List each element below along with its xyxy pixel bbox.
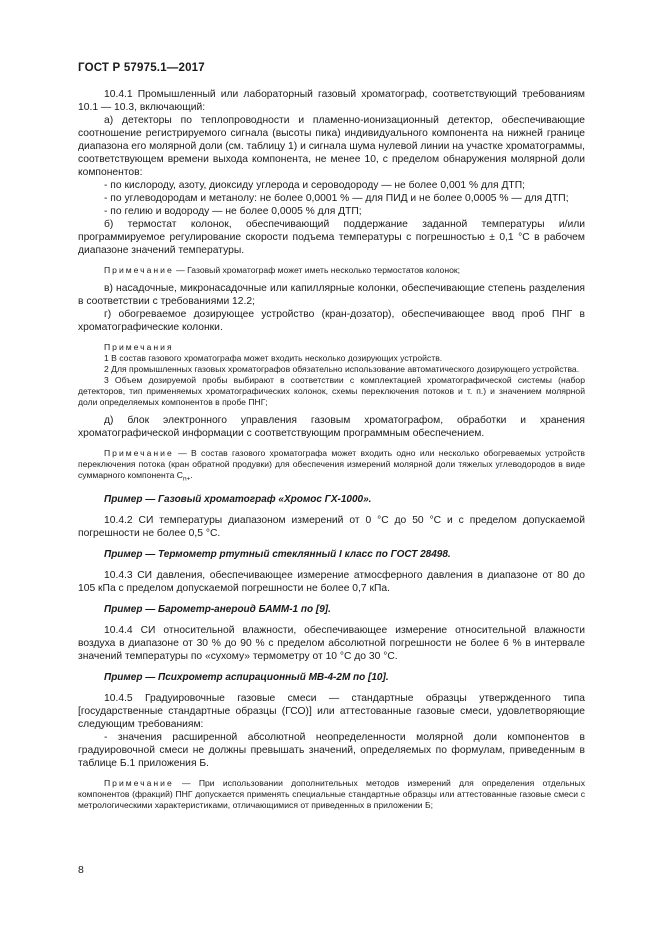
document-body	[78, 88, 585, 811]
example-thermometer: Пример — Термометр ртутный стеклянный I класс по ГОСТ 28498.	[104, 548, 451, 560]
note-thermostats: Примечание — Газовый хроматограф может иметь несколько термостатов колонок;	[104, 265, 460, 275]
clause-10-4-4: 10.4.4 СИ относительной влажности, обеспечивающее измерение относительной влажности воздуха в диапазоне от 30 % до 90 % с пределом абсолютной погрешности не более 6 % в интервале значений температуры по «сухому» термометру от 10 °С до 30 °С.	[78, 624, 585, 662]
item-g-doser: г) обогреваемое дозирующее устройство (кран-дозатор), обеспечивающее ввод проб ПНГ в хроматографические колонки.	[78, 309, 585, 333]
clause-10-4-2: 10.4.2 СИ температуры диапазоном измерений от 0 °С до 50 °С и с пределом допускаемой погрешности не более 0,5 °С.	[78, 514, 585, 539]
example-barometer: Пример — Барометр-анероид БАММ-1 по [9].	[104, 603, 331, 615]
limit-hydrocarbons: - по углеводородам и метанолу: не более 0,0001 % — для ПИД и не более 0,0005 % — для ДТП;	[104, 193, 569, 204]
subscript-n-plus: n+	[182, 475, 191, 483]
note-3: 3 Объем дозируемой пробы выбирают в соответствии с комплектацией хроматографической системы (набор детекторов, тип применяемых хроматографических колонок, схемы переключения потоков и т. п.) и значением молярной доли определяемых компонентов в пробе ПНГ;	[78, 375, 585, 407]
notes-heading: Примечания	[104, 342, 174, 352]
item-v-columns: в) насадочные, микронасадочные или капиллярные колонки, обеспечивающие степень разделения в соответствии с требованиями 12.2;	[78, 283, 585, 307]
clause-10-4-3: 10.4.3 СИ давления, обеспечивающее измерение атмосферного давления в диапазоне от 80 до 105 кПа с пределом допускаемой погрешности не более 0,7 кПа.	[78, 569, 585, 594]
note-label: Примечание	[104, 265, 174, 275]
standard-header: ГОСТ Р 57975.1—2017	[78, 62, 205, 74]
note-backflush: Примечание — В состав газового хроматографа может входить одно или несколько обогреваемых устройств переключения потока (кран обратной продувки) для обеспечения измерений молярной доли тяжелых углеводородов в виде суммарного компонента $C_{n+}$.	[78, 448, 585, 483]
limit-oxygen: - по кислороду, азоту, диоксиду углерода и сероводороду — не более 0,001 % для ДТП;	[104, 180, 525, 191]
note-1: 1 В состав газового хроматографа может входить несколько дозирующих устройств.	[104, 353, 443, 363]
clause-10-4-5: 10.4.5 Градуировочные газовые смеси — стандартные образцы утвержденного типа [государственные стандартные образцы (ГСО)] или аттестованные газовые смеси, удовлетворяющие следующим требованиям:	[78, 692, 585, 730]
clause-10-4-1: 10.4.1 Промышленный или лабораторный газовый хроматограф, соответствующий требованиям 10.1 — 10.3, включающий:	[78, 89, 585, 113]
requirement-uncertainty: - значения расширенной абсолютной неопределенности молярной доли компонентов в градуировочной смеси не должны превышать значений, определяемых по формулам, приведенным в таблице Б.1 приложения Б.	[78, 731, 585, 769]
note-2: 2 Для промышленных газовых хроматографов обязательно использование автоматического дозирующего устройства.	[104, 364, 580, 374]
example-psychrometer: Пример — Психрометр аспирационный МВ-4-2М по [10].	[104, 671, 389, 683]
note-additional-methods: Примечание — При использовании дополнительных методов измерений для определения отдельных компонентов (фракций) ПНГ допускается применять специальные стандартные образцы или аттестованные газовые смеси с метрологическими характеристиками, отличающимися от приведенных в приложении Б;	[78, 777, 585, 810]
page-number: 8	[78, 864, 84, 876]
item-a-detectors: а) детекторы по теплопроводности и пламенно-ионизационный детектор, обеспечивающие соотношение регистрируемого сигнала (высоты пика) индивидуального компонента на нижней границе диапазона его молярной доли (см. таблицу 1) и сигнала шума нулевой линии на участке хроматограммы, соответствующем времени выхода компонента, не менее 10, с пределом обнаружения молярной доли компонентов:	[78, 115, 585, 178]
limit-helium: - по гелию и водороду — не более 0,0005 % для ДТП;	[104, 206, 362, 217]
note-label: Примечание	[104, 448, 174, 458]
item-b-thermostat: б) термостат колонок, обеспечивающий поддержание заданной температуры и/или программируемое регулирование скорости подъема температуры с погрешностью ± 0,1 °С в рабочем диапазоне значений температуры.	[78, 219, 585, 256]
note-label: Примечание	[104, 777, 174, 788]
item-d-control-unit: д) блок электронного управления газовым хроматографом, обработки и хранения хроматографической информации с соответствующим программным обеспечением.	[78, 415, 585, 439]
example-chromatograph: Пример — Газовый хроматограф «Хромос ГХ-1000».	[104, 493, 372, 505]
